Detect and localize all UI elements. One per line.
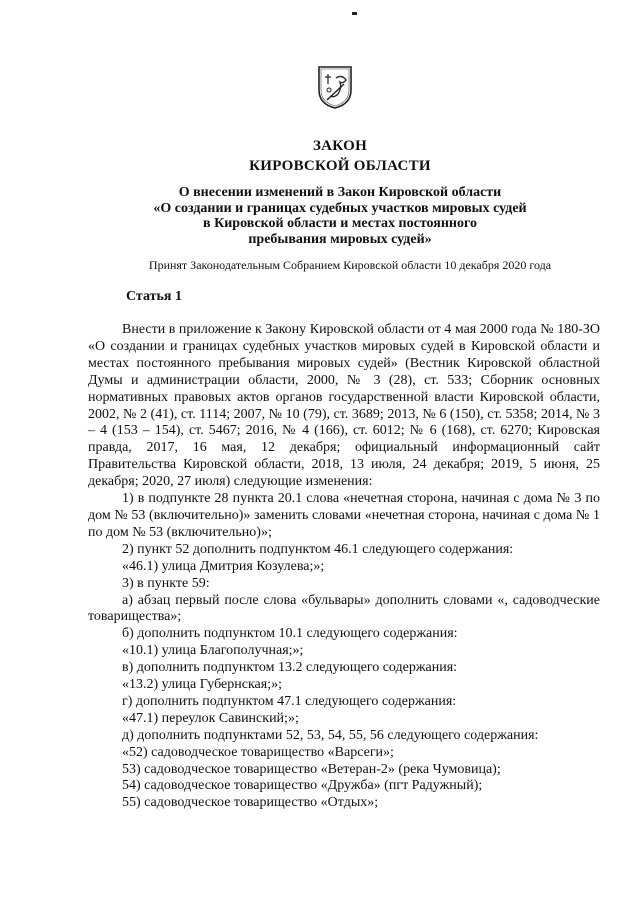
subitem-52: «52) садоводческое товарищество «Варсеги»; [122, 744, 394, 760]
item-3d: г) дополнить подпунктом 47.1 следующего содержания: [122, 693, 457, 709]
scan-mark [352, 12, 357, 15]
item-3a: а) абзац первый после слова «бульвары» дополнить словами «, садоводческие товарищества»; [88, 592, 600, 625]
subitem-55: 55) садоводческое товарищество «Отдых»; [122, 795, 379, 811]
subtitle-line: «О создании и границах судебных участков мировых судей [153, 200, 527, 216]
item-3b: б) дополнить подпунктом 10.1 следующего содержания: [122, 626, 458, 642]
law-title-line2: КИРОВСКОЙ ОБЛАСТИ [249, 158, 431, 174]
subtitle-line: О внесении изменений в Закон Кировской области [178, 185, 502, 200]
item-3: 3) в пункте 59: [122, 575, 210, 591]
item-2-text: «46.1) улица Дмитрия Козулева;»; [122, 558, 325, 574]
article-intro: Внести в приложение к Закону Кировской области от 4 мая 2000 года № 180-ЗО «О создании и границах судебных участков мировых судей в Кировской области и местах постоянного пребывания мировых судей» (Вестник Кировской областной Думы и администрации области, 2000, № 3 (28), ст. 533; Сборник основных нормативных правовых актов органов государственной власти Кировской области, 2002, № 2 (41), ст. 1114; 2007, № 10 (79), ст. 3689; 2013, № 6 (150), ст. 5358; 2014, № 3 – 4 (153 – 154), ст. 5467; 2016, № 4 (166), ст. 6012; № 6 (168), ст. 6270; Кировская правда, 2017, 16 мая, 12 декабря; официальный информационный сайт Правительства Кировской области, 2018, 13 июля, 24 декабря; 2019, 5 июня, 25 декабря; 2020, 27 июля) следующие изменения: [88, 322, 600, 490]
law-title-line1: ЗАКОН [312, 138, 368, 154]
item-3b-text: «10.1) улица Благополучная;»; [122, 643, 304, 659]
item-3d-text: «47.1) переулок Савинский;»; [122, 710, 299, 726]
adoption-note: Принят Законодательным Собранием Кировской области 10 декабря 2020 года [148, 258, 552, 272]
item-1: 1) в подпункте 28 пункта 20.1 слова «нечетная сторона, начиная с дома № 3 по дом № 53 (включительно)» заменить словами «нечетная сторона, начиная с дома № 1 по дом № 53 (включительно)»; [88, 491, 600, 540]
subitem-54: 54) садоводческое товарищество «Дружба» (пгт Радужный); [122, 778, 483, 794]
article-body [88, 322, 600, 812]
item-3c-text: «13.2) улица Губернская;»; [122, 677, 282, 693]
item-3e: д) дополнить подпунктами 52, 53, 54, 55, 56 следующего содержания: [122, 727, 539, 743]
coat-of-arms-icon [316, 64, 354, 110]
article-heading: Статья 1 [126, 289, 182, 304]
item-2: 2) пункт 52 дополнить подпунктом 46.1 следующего содержания: [122, 541, 514, 557]
subtitle-line: в Кировской области и местах постоянного [203, 216, 477, 231]
subtitle-line: пребывания мировых судей» [248, 231, 432, 247]
law-title [100, 136, 580, 176]
subitem-53: 53) садоводческое товарищество «Ветеран-2» (река Чумовица); [122, 761, 501, 777]
item-3c: в) дополнить подпунктом 13.2 следующего содержания: [122, 660, 458, 676]
law-subtitle [100, 185, 580, 247]
